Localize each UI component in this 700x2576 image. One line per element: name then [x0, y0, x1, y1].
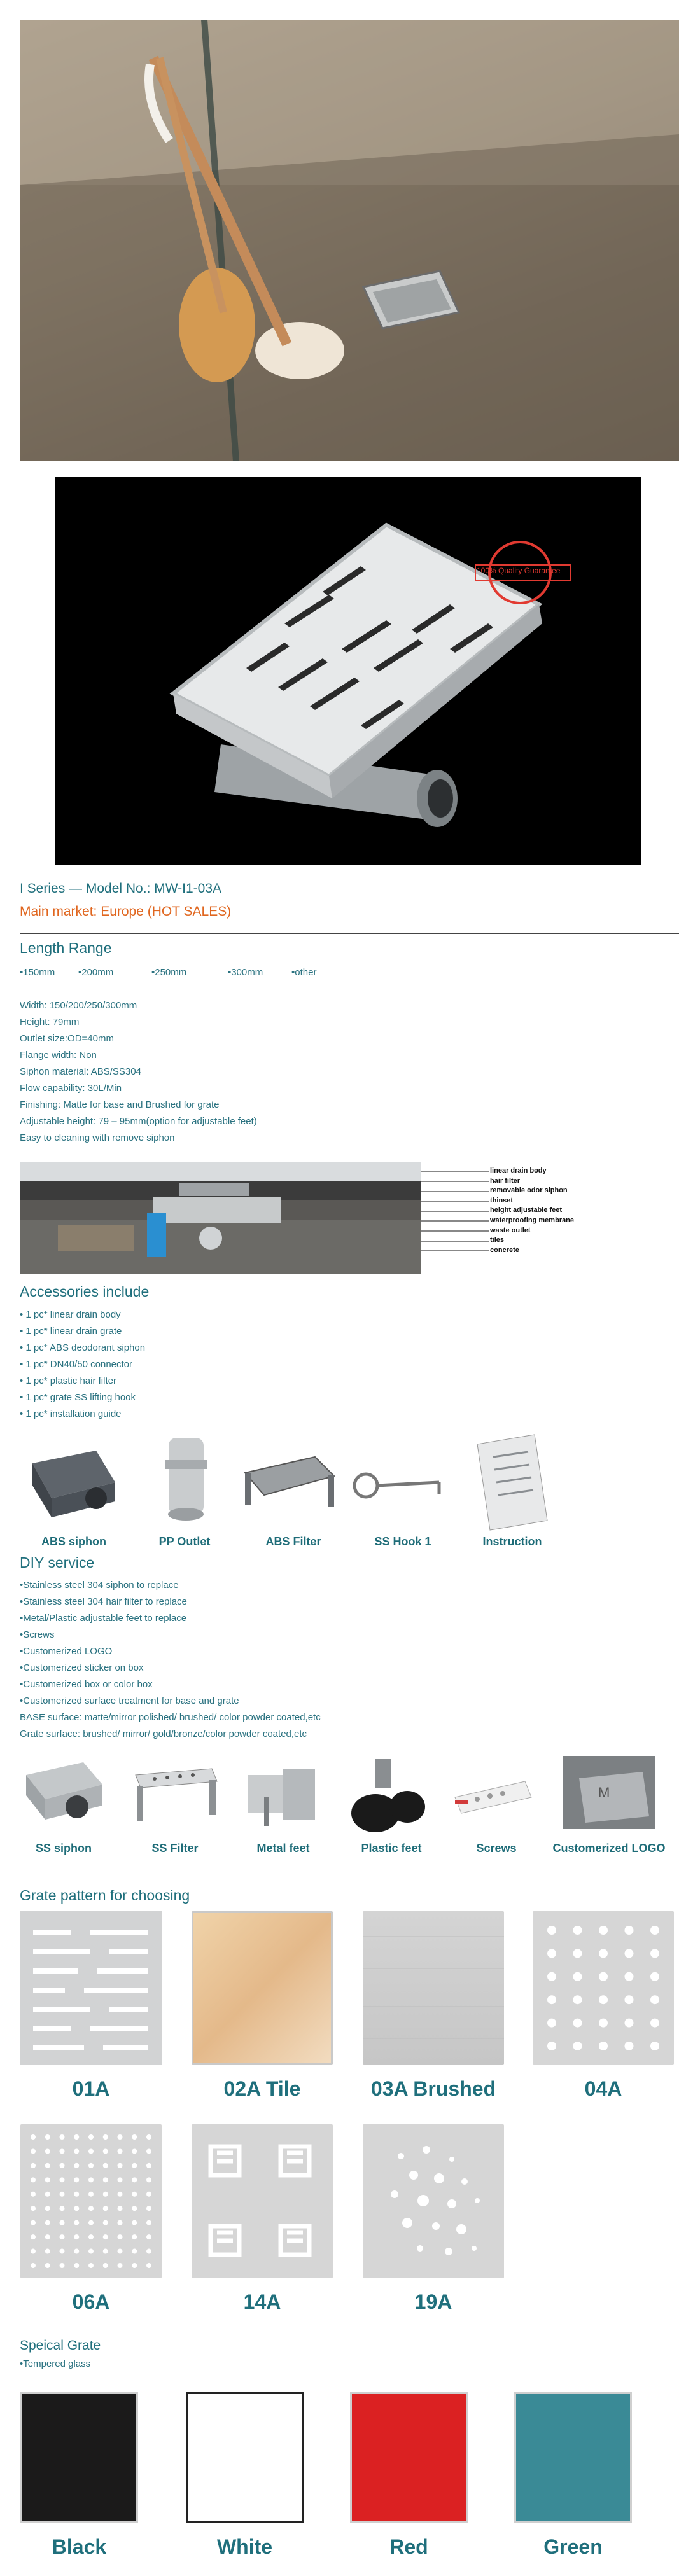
diy-heading: DIY service	[20, 1554, 95, 1571]
abs-filter-icon	[239, 1451, 340, 1521]
diagram-label: thinset	[490, 1196, 514, 1204]
grate-hole	[547, 2019, 556, 2028]
quality-stamp-text: 100% Quality Guarantee	[477, 566, 561, 575]
spec-line: Easy to cleaning with remove siphon	[20, 1132, 175, 1143]
grate-tile-06a[interactable]	[20, 2124, 162, 2278]
diagram-label: removable odor siphon	[490, 1187, 568, 1195]
grate-hole	[45, 2192, 50, 2197]
abs-siphon-icon	[20, 1438, 122, 1527]
grate-hole	[146, 2220, 151, 2225]
grate-hole	[31, 2177, 36, 2182]
diy-item: •Customerized sticker on box	[20, 1662, 144, 1673]
metal-feet-icon	[235, 1762, 325, 1832]
grate-hole	[60, 2192, 65, 2197]
grate-hole	[31, 2220, 36, 2225]
grate-hole	[118, 2134, 123, 2140]
diagram-label: waste outlet	[490, 1226, 531, 1234]
grate-hole	[132, 2206, 137, 2211]
grate-hole	[88, 2163, 94, 2168]
accessories-heading: Accessories include	[20, 1283, 150, 1300]
grate-caption: 14A	[243, 2290, 281, 2313]
diagram-label: height adjustable feet	[490, 1206, 563, 1215]
grate-hole	[132, 2220, 137, 2225]
grate-hole	[132, 2177, 137, 2182]
plastic-feet-icon	[340, 1753, 430, 1835]
grate-hole	[547, 1972, 556, 1981]
grate-hole	[118, 2148, 123, 2154]
diy-item: Grate surface: brushed/ mirror/ gold/bronze/color powder coated,etc	[20, 1729, 307, 1739]
grate-hole	[31, 2134, 36, 2140]
grate-caption: 04A	[584, 2077, 622, 2100]
accessory-item: • 1 pc* installation guide	[20, 1409, 122, 1419]
grate-hole	[625, 1995, 634, 2004]
grate-hole	[650, 2042, 659, 2050]
grate-hole	[547, 1926, 556, 1935]
grate-hole	[45, 2148, 50, 2154]
grate-04a-icon	[533, 1911, 674, 2065]
special-tile-green[interactable]	[514, 2392, 632, 2523]
grate-hole	[573, 2042, 582, 2050]
diagram-label: tiles	[490, 1236, 505, 1244]
shower-drain-photo-icon	[20, 20, 679, 461]
grate-caption: 03A Brushed	[370, 2077, 496, 2100]
grate-hole	[146, 2177, 151, 2182]
grate-hole	[31, 2206, 36, 2211]
grate-hole	[74, 2177, 79, 2182]
grate-hole	[74, 2206, 79, 2211]
grate-hole	[74, 2134, 79, 2140]
grate-hole	[146, 2163, 151, 2168]
length-option: •250mm	[151, 967, 187, 978]
grate-hole	[45, 2220, 50, 2225]
diy-caption: Screws	[476, 1842, 517, 1855]
grate-hole	[547, 2042, 556, 2050]
grate-hole	[573, 1949, 582, 1958]
grate-hole	[74, 2249, 79, 2254]
grate-hole	[103, 2192, 108, 2197]
grate-hole	[599, 1995, 608, 2004]
grate-hole	[132, 2263, 137, 2268]
grate-hole	[103, 2234, 108, 2239]
special-tile-white[interactable]	[186, 2392, 304, 2523]
logo-box-icon	[560, 1753, 659, 1832]
spec-line: Adjustable height: 79 – 95mm(option for adjustable feet)	[20, 1116, 257, 1127]
spec-line: Height: 79mm	[20, 1017, 80, 1027]
grate-hole	[103, 2163, 108, 2168]
grate-tile-04a[interactable]	[533, 1911, 674, 2065]
grate-hole	[31, 2148, 36, 2154]
accessories-list	[20, 1307, 145, 1423]
spec-line: Flow capability: 30L/Min	[20, 1083, 122, 1094]
spec-line: Outlet size:OD=40mm	[20, 1033, 114, 1044]
diagram-labels	[490, 1166, 574, 1255]
grate-hole	[31, 2192, 36, 2197]
instruction-icon	[468, 1431, 557, 1533]
grate-hole	[118, 2234, 123, 2239]
grate-hole	[625, 1926, 634, 1935]
grate-hole	[60, 2249, 65, 2254]
length-option: •200mm	[78, 967, 114, 978]
diagram-label: hair filter	[490, 1176, 521, 1185]
diy-item: BASE surface: matte/mirror polished/ brushed/ color powder coated,etc	[20, 1712, 321, 1723]
length-option: •150mm	[20, 967, 55, 978]
grate-hole	[146, 2206, 151, 2211]
grate-hole	[650, 1926, 659, 1935]
grate-hole	[31, 2263, 36, 2268]
drain-cross-section-icon	[20, 1162, 421, 1274]
grate-hole	[146, 2192, 151, 2197]
grate-hole	[132, 2134, 137, 2140]
grate-14a-icon	[192, 2124, 333, 2278]
grate-hole	[132, 2163, 137, 2168]
diy-list	[20, 1577, 321, 1743]
diagram-label: concrete	[490, 1246, 519, 1254]
grate-hole	[88, 2220, 94, 2225]
grate-hole	[547, 1995, 556, 2004]
grate-hole	[132, 2249, 137, 2254]
grate-hole	[88, 2177, 94, 2182]
grate-06a-icon	[20, 2124, 162, 2278]
market-title: Main market: Europe (HOT SALES)	[20, 904, 232, 919]
ss-siphon-icon	[20, 1756, 109, 1835]
grate-hole	[599, 1949, 608, 1958]
grate-hole	[88, 2206, 94, 2211]
grate-hole	[45, 2263, 50, 2268]
grate-hole	[573, 1995, 582, 2004]
grate-caption: 06A	[72, 2290, 110, 2313]
accessory-caption: SS Hook 1	[374, 1535, 431, 1548]
ss-hook-icon	[344, 1463, 452, 1508]
svg-text:M: M	[598, 1785, 610, 1800]
length-options	[20, 967, 465, 982]
grate-hole	[103, 2148, 108, 2154]
grate-hole	[103, 2249, 108, 2254]
grate-hole	[132, 2148, 137, 2154]
grate-hole	[146, 2263, 151, 2268]
grate-hole	[74, 2192, 79, 2197]
grate-hole	[625, 1949, 634, 1958]
grate-hole	[74, 2263, 79, 2268]
accessory-item: • 1 pc* DN40/50 connector	[20, 1359, 133, 1370]
special-caption: White	[216, 2535, 273, 2558]
grate-hole	[118, 2220, 123, 2225]
grate-hole	[573, 1926, 582, 1935]
diy-item: •Stainless steel 304 hair filter to replace	[20, 1596, 187, 1607]
grate-hole	[74, 2220, 79, 2225]
grate-hole	[88, 2249, 94, 2254]
grate-hole	[573, 1972, 582, 1981]
grates-heading: Grate pattern for choosing	[20, 1887, 190, 1904]
grate-hole	[45, 2234, 50, 2239]
diy-item: •Screws	[20, 1629, 55, 1640]
grate-hole	[599, 1926, 608, 1935]
grate-hole	[650, 2019, 659, 2028]
accessory-item: • 1 pc* plastic hair filter	[20, 1375, 116, 1386]
diagram-label: linear drain body	[490, 1167, 547, 1174]
grate-hole	[103, 2220, 108, 2225]
grate-hole	[60, 2234, 65, 2239]
diy-item: •Customerized surface treatment for base and grate	[20, 1695, 239, 1706]
grate-hole	[650, 1995, 659, 2004]
ss-filter-icon	[129, 1762, 221, 1832]
accessory-item: • 1 pc* linear drain body	[20, 1309, 121, 1320]
grate-hole	[146, 2234, 151, 2239]
grate-hole	[118, 2163, 123, 2168]
square-drain-product-photo-icon	[55, 477, 641, 865]
grate-hole	[60, 2263, 65, 2268]
hero-photo	[20, 20, 679, 461]
grate-caption: 01A	[72, 2077, 110, 2100]
accessory-caption: ABS siphon	[41, 1535, 106, 1548]
grate-hole	[625, 2042, 634, 2050]
grate-01a-icon	[20, 1911, 162, 2065]
grate-hole	[74, 2163, 79, 2168]
grate-hole	[573, 2019, 582, 2028]
grate-hole	[547, 1949, 556, 1958]
grate-hole	[88, 2148, 94, 2154]
spec-line: Finishing: Matte for base and Brushed for grate	[20, 1099, 220, 1110]
grate-hole	[118, 2206, 123, 2211]
grate-hole	[60, 2163, 65, 2168]
length-option: •other	[291, 967, 317, 978]
length-heading: Length Range	[20, 940, 112, 956]
special-tile-black[interactable]	[20, 2392, 138, 2523]
grate-hole	[45, 2134, 50, 2140]
grate-19a-icon	[363, 2124, 504, 2278]
accessory-caption: PP Outlet	[158, 1535, 211, 1548]
grate-hole	[625, 2019, 634, 2028]
grate-hole	[103, 2134, 108, 2140]
grate-hole	[31, 2234, 36, 2239]
grate-hole	[132, 2192, 137, 2197]
grate-hole	[118, 2249, 123, 2254]
grate-tile-03a[interactable]	[363, 1911, 504, 2065]
grate-hole	[599, 2019, 608, 2028]
diy-item: •Customerized box or color box	[20, 1679, 153, 1690]
grate-caption: 02A Tile	[223, 2077, 301, 2100]
pp-outlet-icon	[150, 1435, 220, 1527]
spec-line: Flange width: Non	[20, 1050, 97, 1061]
grate-hole	[45, 2177, 50, 2182]
product-photo	[55, 477, 641, 865]
grate-hole	[88, 2234, 94, 2239]
length-option: •300mm	[228, 967, 263, 978]
grate-hole	[103, 2206, 108, 2211]
grate-hole	[60, 2206, 65, 2211]
grate-hole	[146, 2249, 151, 2254]
grate-hole	[45, 2163, 50, 2168]
grate-tile-19a[interactable]	[363, 2124, 504, 2278]
grate-hole	[118, 2192, 123, 2197]
grate-hole	[625, 1972, 634, 1981]
grate-hole	[146, 2148, 151, 2154]
diy-item: •Stainless steel 304 siphon to replace	[20, 1580, 179, 1591]
special-tile-red[interactable]	[350, 2392, 468, 2523]
diagram-label: waterproofing membrane	[490, 1216, 575, 1224]
diy-caption: Metal feet	[256, 1842, 310, 1855]
title-divider	[20, 933, 679, 934]
grate-03a-icon	[363, 1911, 504, 2065]
diy-item: •Customerized LOGO	[20, 1646, 113, 1657]
accessory-caption: Instruction	[482, 1535, 542, 1548]
special-caption: Black	[52, 2535, 107, 2558]
grate-hole	[88, 2134, 94, 2140]
grate-tile-14a[interactable]	[192, 2124, 333, 2278]
diy-item: •Metal/Plastic adjustable feet to replace	[20, 1613, 187, 1624]
grate-hole	[88, 2263, 94, 2268]
grate-hole	[45, 2206, 50, 2211]
accessory-item: • 1 pc* linear drain grate	[20, 1326, 122, 1337]
grate-hole	[45, 2249, 50, 2254]
diy-caption: SS siphon	[35, 1842, 92, 1855]
grate-hole	[60, 2177, 65, 2182]
grate-hole	[60, 2148, 65, 2154]
grate-tile-01a[interactable]	[20, 1911, 162, 2065]
spec-line: Siphon material: ABS/SS304	[20, 1066, 141, 1077]
grate-hole	[74, 2234, 79, 2239]
diy-caption: Plastic feet	[361, 1842, 422, 1855]
grate-hole	[118, 2263, 123, 2268]
accessory-item: • 1 pc* grate SS lifting hook	[20, 1392, 136, 1403]
grate-hole	[31, 2249, 36, 2254]
grate-hole	[88, 2192, 94, 2197]
diagram-leader-lines	[421, 1166, 489, 1262]
screws-icon	[449, 1775, 538, 1826]
special-note: •Tempered glass	[20, 2358, 91, 2369]
grate-hole	[31, 2163, 36, 2168]
accessory-caption: ABS Filter	[265, 1535, 321, 1548]
grate-tile-02a[interactable]	[192, 1911, 333, 2065]
special-heading: Speical Grate	[20, 2338, 101, 2353]
grate-hole	[60, 2220, 65, 2225]
model-title: I Series — Model No.: MW-I1-03A	[20, 881, 222, 896]
grate-hole	[599, 1972, 608, 1981]
special-caption: Green	[543, 2535, 603, 2558]
accessory-item: • 1 pc* ABS deodorant siphon	[20, 1342, 146, 1353]
grate-hole	[599, 2042, 608, 2050]
grate-hole	[103, 2177, 108, 2182]
grate-hole	[650, 1972, 659, 1981]
diy-caption: Customerized LOGO	[552, 1842, 666, 1855]
grate-caption: 19A	[414, 2290, 452, 2313]
diy-caption: SS Filter	[151, 1842, 199, 1855]
grate-hole	[60, 2134, 65, 2140]
grate-hole	[118, 2177, 123, 2182]
spec-list	[20, 998, 592, 1146]
grate-hole	[74, 2148, 79, 2154]
grate-hole	[132, 2234, 137, 2239]
grate-hole	[103, 2263, 108, 2268]
spec-line: Width: 150/200/250/300mm	[20, 1000, 137, 1011]
grate-hole	[146, 2134, 151, 2140]
special-caption: Red	[389, 2535, 428, 2558]
grate-hole	[650, 1949, 659, 1958]
grate-02a-icon	[193, 1913, 331, 2063]
section-diagram	[20, 1162, 421, 1274]
